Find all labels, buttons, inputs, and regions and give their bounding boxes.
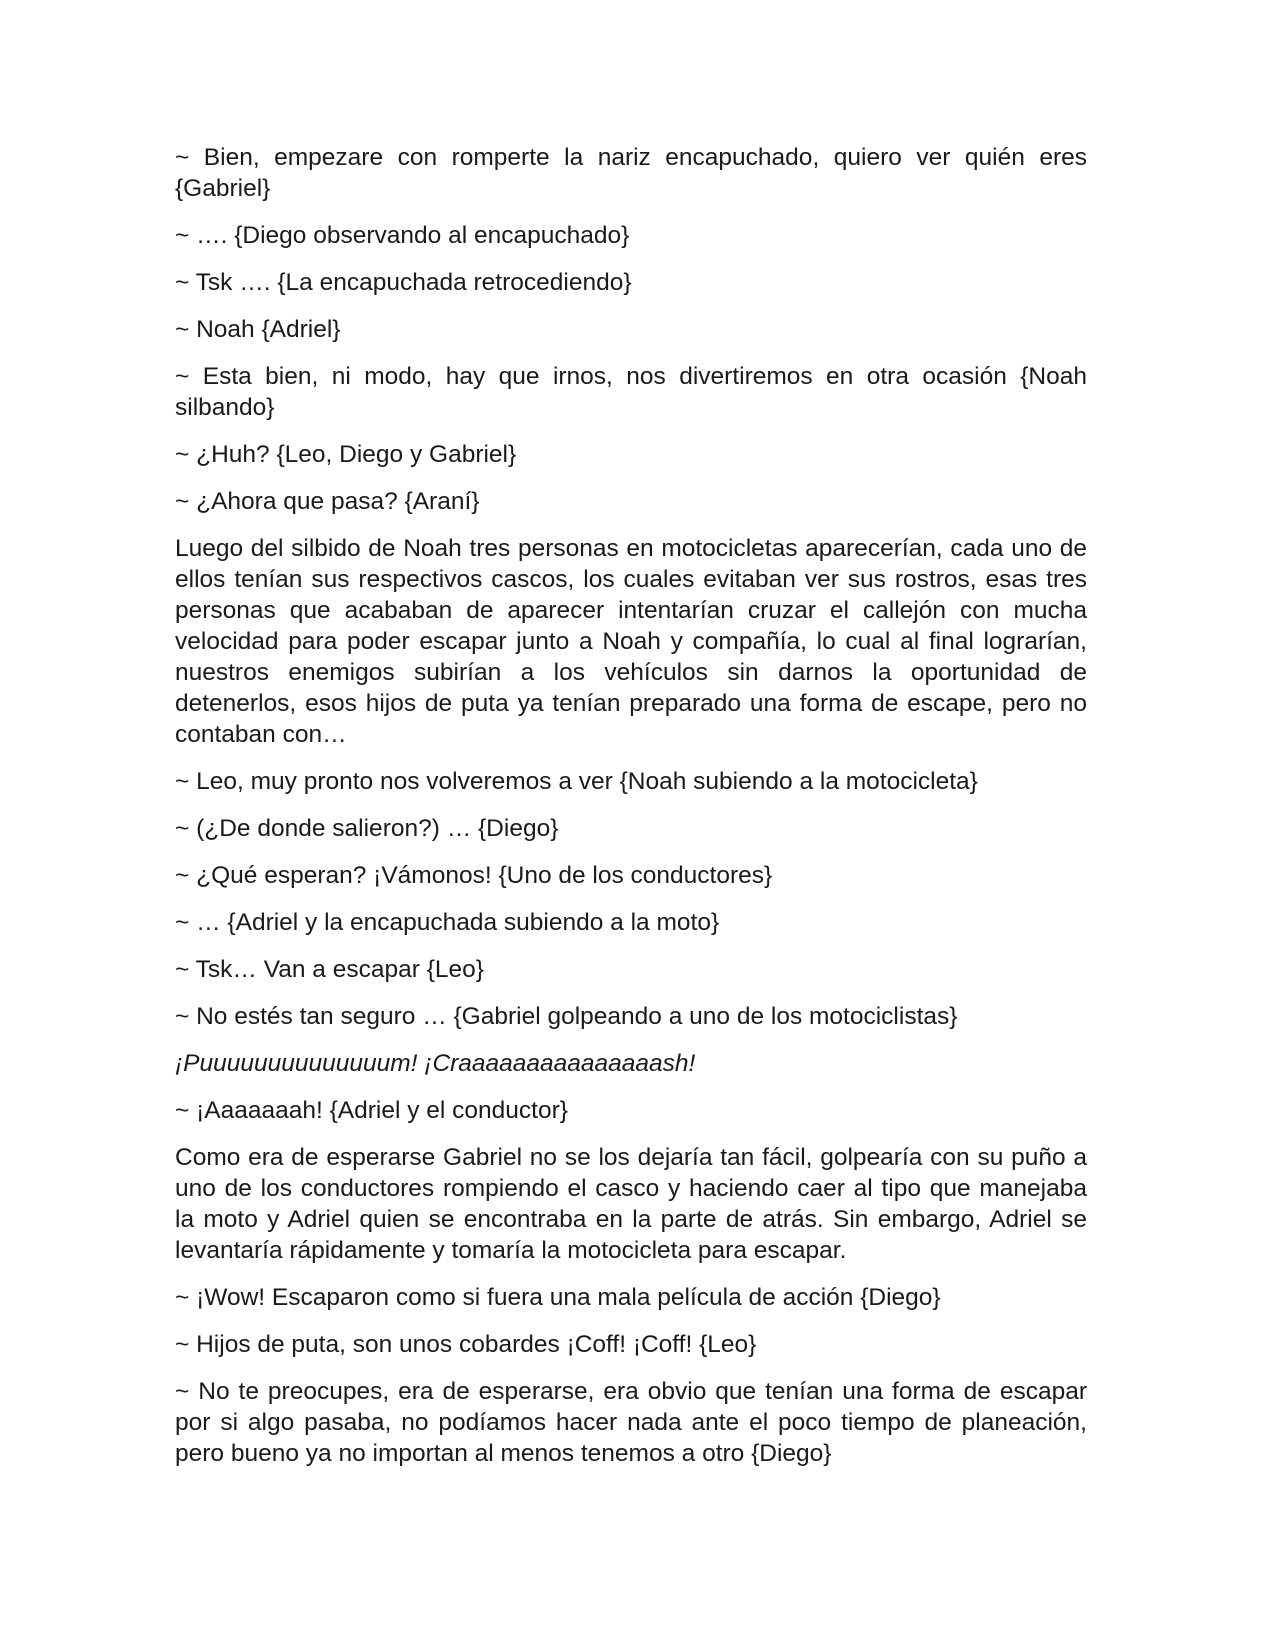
dialogue-line: ~ ¡Wow! Escaparon como si fuera una mala película de acción {Diego} bbox=[175, 1284, 941, 1311]
document-page bbox=[175, 142, 1087, 1485]
dialogue-line: ~ Tsk …. {La encapuchada retrocediendo} bbox=[175, 269, 632, 296]
dialogue-line: ~ (¿De donde salieron?) … {Diego} bbox=[175, 815, 559, 842]
dialogue-line: ~ Hijos de puta, son unos cobardes ¡Coff! ¡Coff! {Leo} bbox=[175, 1331, 757, 1358]
dialogue-line: ~ ¿Ahora que pasa? {Araní} bbox=[175, 488, 480, 515]
dialogue-line: ~ No te preocupes, era de esperarse, era obvio que tenían una forma de escapar por si algo pasaba, no podíamos hacer nada ante el poco tiempo de planeación, pero bueno ya no importan al menos tenemos a otro {Diego} bbox=[175, 1378, 1087, 1467]
dialogue-line: ~ …. {Diego observando al encapuchado} bbox=[175, 222, 630, 249]
dialogue-line: ~ Bien, empezare con romperte la nariz encapuchado, quiero ver quién eres {Gabriel} bbox=[175, 144, 1087, 202]
dialogue-line: ~ Tsk… Van a escapar {Leo} bbox=[175, 956, 484, 983]
sound-effect-line: ¡Puuuuuuuuuuuuuum! ¡Craaaaaaaaaaaaaaash! bbox=[175, 1050, 696, 1077]
dialogue-line: ~ Esta bien, ni modo, hay que irnos, nos divertiremos en otra ocasión {Noah silbando} bbox=[175, 363, 1087, 421]
dialogue-line: ~ ¿Huh? {Leo, Diego y Gabriel} bbox=[175, 441, 517, 468]
narration-paragraph: Como era de esperarse Gabriel no se los dejaría tan fácil, golpearía con su puño a uno de los conductores rompiendo el casco y haciendo caer al tipo que manejaba la moto y Adriel quien se encontraba en la parte de atrás. Sin embargo, Adriel se levantaría rápidamente y tomaría la motocicleta para escapar. bbox=[175, 1144, 1087, 1264]
dialogue-line: ~ ¡Aaaaaaah! {Adriel y el conductor} bbox=[175, 1097, 568, 1124]
dialogue-line: ~ ¿Qué esperan? ¡Vámonos! {Uno de los conductores} bbox=[175, 862, 773, 889]
dialogue-line: ~ No estés tan seguro … {Gabriel golpeando a uno de los motociclistas} bbox=[175, 1003, 958, 1030]
dialogue-line: ~ … {Adriel y la encapuchada subiendo a la moto} bbox=[175, 909, 720, 936]
narration-paragraph: Luego del silbido de Noah tres personas en motocicletas aparecerían, cada uno de ellos tenían sus respectivos cascos, los cuales evitaban ver sus rostros, esas tres personas que acababan de aparecer intentarían cruzar el callejón con mucha velocidad para poder escapar junto a Noah y compañía, lo cual al final lograrían, nuestros enemigos subirían a los vehículos sin darnos la oportunidad de detenerlos, esos hijos de puta ya tenían preparado una forma de escape, pero no contaban con… bbox=[175, 535, 1087, 748]
dialogue-line: ~ Noah {Adriel} bbox=[175, 316, 341, 343]
dialogue-line: ~ Leo, muy pronto nos volveremos a ver {Noah subiendo a la motocicleta} bbox=[175, 768, 978, 795]
